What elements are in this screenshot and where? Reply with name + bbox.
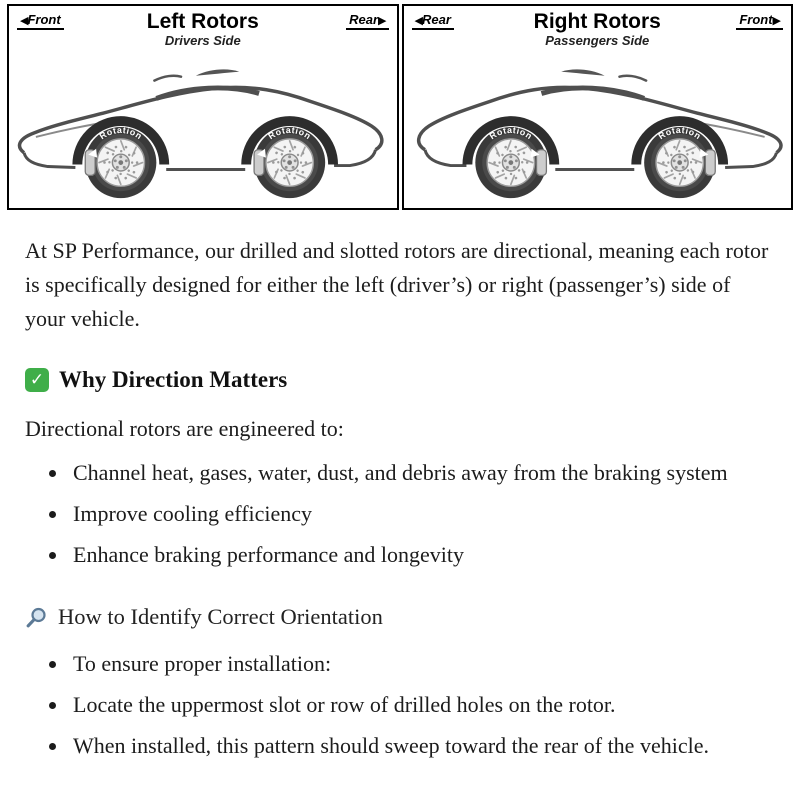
direction-label-text: Front xyxy=(27,12,61,27)
rear-direction-label xyxy=(346,12,388,30)
car-illustration-left xyxy=(9,52,397,208)
list-item: • Locate the uppermost slot or row of drilled holes on the rotor. xyxy=(69,688,775,722)
how-to-identify-heading xyxy=(25,600,775,635)
rear-direction-label xyxy=(412,12,454,30)
rotation-label: Rotation xyxy=(655,124,703,142)
panel-subtitle: Drivers Side xyxy=(164,33,241,49)
check-icon: ✓ xyxy=(25,368,49,392)
arrow-right-icon: ▶ xyxy=(378,15,386,27)
right-rotor-panel xyxy=(402,4,794,210)
list-item: • Improve cooling efficiency xyxy=(69,497,775,531)
direction-label-text: Rear xyxy=(421,12,451,27)
intro-paragraph: At SP Performance, our drilled and slotted rotors are directional, meaning each rotor is specifically designed for either the left (driver’s) or right (passenger’s) side of your vehicle. xyxy=(25,238,769,332)
benefits-list xyxy=(25,456,775,572)
front-direction-label xyxy=(17,12,64,30)
rotation-label: Rotation xyxy=(266,124,314,142)
orientation-list xyxy=(25,647,775,763)
section-title: How to Identify Correct Orientation xyxy=(58,604,383,630)
description-text xyxy=(0,212,800,803)
rotor-direction-diagram xyxy=(0,0,800,212)
front-direction-label xyxy=(736,12,783,30)
list-item: • To ensure proper installation: xyxy=(69,647,775,681)
panel-subtitle: Passengers Side xyxy=(545,33,650,49)
panel-title: Left Rotors xyxy=(146,10,259,33)
lead-paragraph: Directional rotors are engineered to: xyxy=(25,415,344,441)
arrow-left-icon: ◀ xyxy=(20,15,28,27)
rotation-label: Rotation xyxy=(487,124,534,142)
left-panel-header xyxy=(9,6,397,52)
list-item: • Channel heat, gases, water, dust, and debris away from the braking system xyxy=(69,456,775,490)
arrow-right-icon: ▶ xyxy=(772,15,780,27)
direction-label-text: Front xyxy=(739,12,773,27)
car-illustration-right xyxy=(404,52,792,208)
list-item: • When installed, this pattern should sweep toward the rear of the vehicle. xyxy=(69,729,775,763)
why-direction-matters-heading xyxy=(25,362,775,398)
right-panel-header xyxy=(404,6,792,52)
arrow-left-icon: ◀ xyxy=(414,15,422,27)
magnifier-icon xyxy=(25,606,48,629)
rotation-label: Rotation xyxy=(97,124,145,142)
list-item: • Enhance braking performance and longevity xyxy=(69,538,775,572)
section-title: Why Direction Matters xyxy=(59,367,288,393)
left-rotor-panel xyxy=(7,4,399,210)
direction-label-text: Rear xyxy=(349,12,379,27)
panel-title: Right Rotors xyxy=(533,10,661,33)
